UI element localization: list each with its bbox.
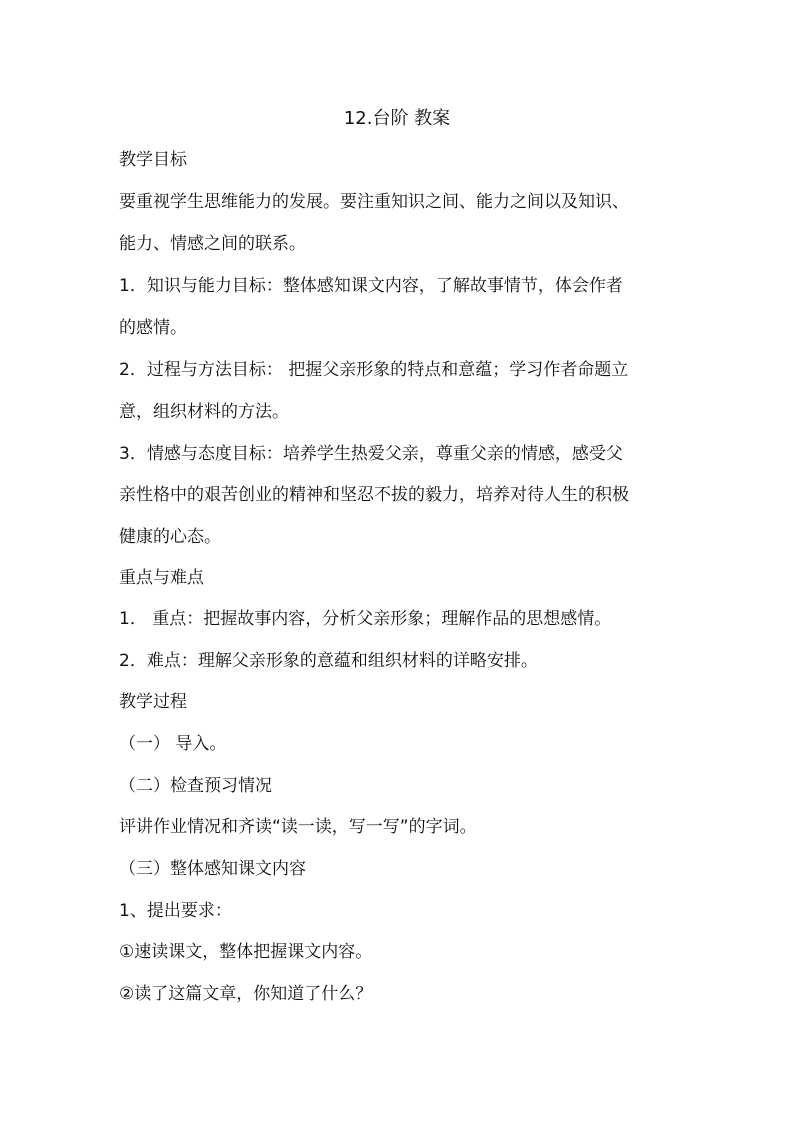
document-title: 12.台阶 教案 [343, 108, 451, 129]
body-line: 1、提出要求： [119, 901, 232, 921]
body-line: 健康的心态。 [119, 527, 221, 547]
body-line: 能力、情感之间的联系。 [119, 234, 306, 254]
body-line: 3．情感与态度目标：培养学生热爱父亲，尊重父亲的情感，感受父 [119, 444, 623, 464]
body-line: 要重视学生思维能力的发展。要注重知识之间、能力之间以及知识、 [119, 192, 629, 212]
body-line: 亲性格中的艰苦创业的精神和坚忍不拔的毅力，培养对待人生的积极 [119, 485, 629, 505]
section-heading-process: 教学过程 [119, 692, 187, 712]
body-line: （一） 导入。 [119, 734, 227, 754]
body-line: ②读了这篇文章，你知道了什么？ [119, 984, 373, 1004]
body-line: 2．过程与方法目标： 把握父亲形象的特点和意蕴；学习作者命题立 [119, 360, 629, 380]
body-line: 1． 重点：把握故事内容，分析父亲形象；理解作品的思想感情。 [119, 609, 612, 629]
section-heading-key-points: 重点与难点 [119, 568, 204, 588]
body-line: 的感情。 [119, 318, 187, 338]
body-line: 1．知识与能力目标：整体感知课文内容，了解故事情节，体会作者 [119, 276, 623, 296]
body-line: 2．难点：理解父亲形象的意蕴和组织材料的详略安排。 [119, 651, 538, 671]
body-line: （三）整体感知课文内容 [119, 859, 306, 879]
body-line: （二）检查预习情况 [119, 776, 272, 796]
section-heading-objectives: 教学目标 [119, 150, 187, 170]
body-line: 意，组织材料的方法。 [119, 402, 289, 422]
body-line: 评讲作业情况和齐读“读一读，写一写”的字词。 [119, 817, 477, 837]
body-line: ①速读课文，整体把握课文内容。 [119, 942, 373, 962]
